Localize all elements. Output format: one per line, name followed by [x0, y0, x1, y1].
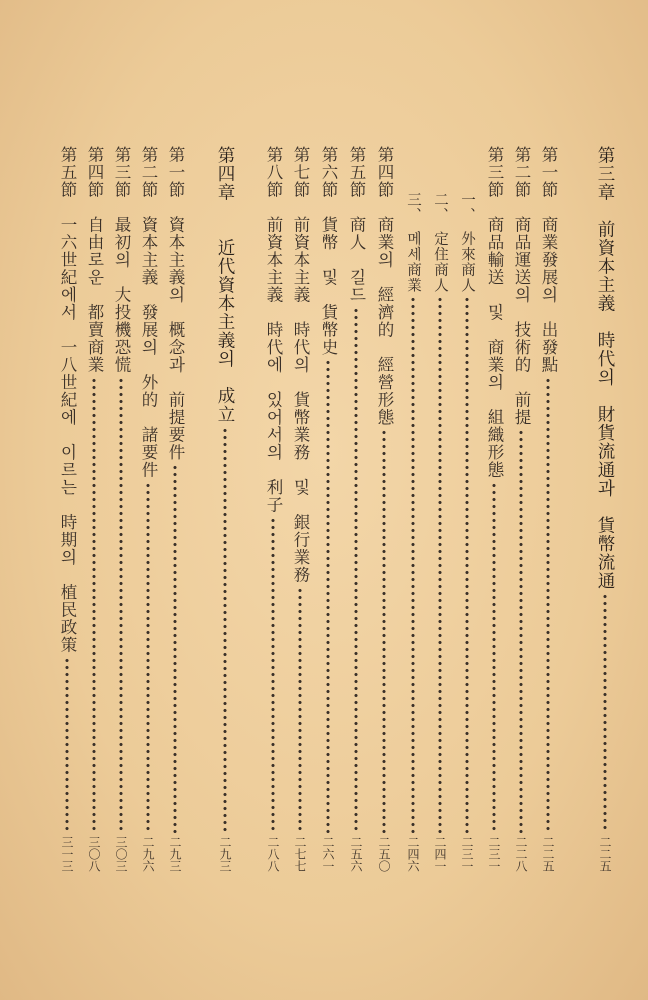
entry-title: 第四節 商業의 經濟的 經營形態: [375, 146, 394, 426]
dot-leader: [482, 482, 506, 834]
entry-title: 二、 定住商人: [432, 192, 448, 294]
dot-leader: [261, 517, 285, 834]
dot-leader: [55, 657, 79, 834]
page-number: 二二八: [514, 836, 528, 872]
page-number: 二九六: [141, 836, 155, 872]
page-number: 三一三: [60, 836, 74, 872]
toc-section-entry: [316, 146, 340, 872]
toc-section-entry: [109, 146, 133, 872]
page-number: 二九三: [168, 836, 182, 872]
page-number: 二二五: [541, 836, 555, 872]
dot-leader: [428, 296, 452, 833]
dot-leader: [593, 593, 617, 833]
entry-title: 第一節 資本主義의 概念과 前提要件: [166, 146, 185, 461]
dot-leader: [288, 587, 312, 834]
entry-title: 三、 메세商業: [405, 192, 421, 294]
toc-section-entry: [261, 146, 285, 872]
page-number: 二二五: [598, 836, 612, 872]
entry-title: 第二節 資本主義 發展의 外的 諸要件: [139, 146, 158, 479]
dot-leader: [536, 377, 560, 834]
dot-leader: [163, 464, 187, 833]
entry-title: 一、 外來商人: [459, 192, 475, 294]
page-number: 二三一: [460, 836, 474, 872]
dot-leader: [109, 377, 133, 834]
entry-title: 第八節 前資本主義 時代에 있어서의 利子: [264, 146, 283, 514]
entry-title: 第三節 商品輸送 및 商業의 組織形態: [485, 146, 504, 479]
page-number: 二五六: [349, 836, 363, 872]
dot-leader: [213, 427, 237, 834]
toc-chapter-entry: [593, 146, 617, 872]
entry-title: 第五節 一六世紀에서 一八世紀에 이르는 時期의 植民政策: [58, 146, 77, 654]
dot-leader: [344, 307, 368, 834]
toc-section-entry: [136, 146, 160, 872]
toc-section-entry: [163, 146, 187, 872]
toc-section-entry: [536, 146, 560, 872]
toc-subsection-entry: [455, 192, 479, 872]
toc-section-entry: [82, 146, 106, 872]
entry-title: 第三節 最初의 大投機恐慌: [112, 146, 131, 374]
dot-leader: [82, 377, 106, 834]
toc-subsection-entry: [401, 192, 425, 872]
page-number: 二四一: [433, 836, 447, 872]
page-number: 三〇八: [87, 836, 101, 872]
page-number: 二五〇: [377, 836, 391, 872]
page-number: 二六一: [321, 836, 335, 872]
page-number: 二九三: [218, 836, 232, 872]
toc-section-entry: [372, 146, 396, 872]
toc-chapter-entry: [213, 146, 237, 872]
entry-title: 第七節 前資本主義 時代의 貨幣業務 및 銀行業務: [291, 146, 310, 584]
entry-title: 第二節 商品運送의 技術的 前提: [512, 146, 531, 426]
entry-title: 第一節 商業發展의 出發點: [539, 146, 558, 374]
dot-leader: [401, 296, 425, 833]
dot-leader: [136, 482, 160, 834]
dot-leader: [455, 296, 479, 833]
toc-subsection-entry: [428, 192, 452, 872]
dot-leader: [316, 359, 340, 833]
toc-section-entry: [482, 146, 506, 872]
entry-title: 第四節 自由로운 都賣商業: [85, 146, 104, 374]
page-number: 二四六: [406, 836, 420, 872]
toc-section-entry: [288, 146, 312, 872]
entry-title: 第三章 前資本主義 時代의 財貨流通과 貨幣流通: [595, 146, 615, 590]
page-number: 三〇三: [114, 836, 128, 872]
page-number: 二八八: [266, 836, 280, 872]
page-number: 二七七: [293, 836, 307, 872]
toc-section-entry: [344, 146, 368, 872]
entry-title: 第六節 貨幣 및 貨幣史: [319, 146, 338, 356]
dot-leader: [372, 429, 396, 833]
entry-title: 第四章 近代資本主義의 成立: [215, 146, 235, 424]
page-number: 二三一: [487, 836, 501, 872]
toc-section-entry: [509, 146, 533, 872]
toc-section-entry: [55, 146, 79, 872]
entry-title: 第五節 商人 길드: [347, 146, 366, 304]
dot-leader: [509, 429, 533, 833]
